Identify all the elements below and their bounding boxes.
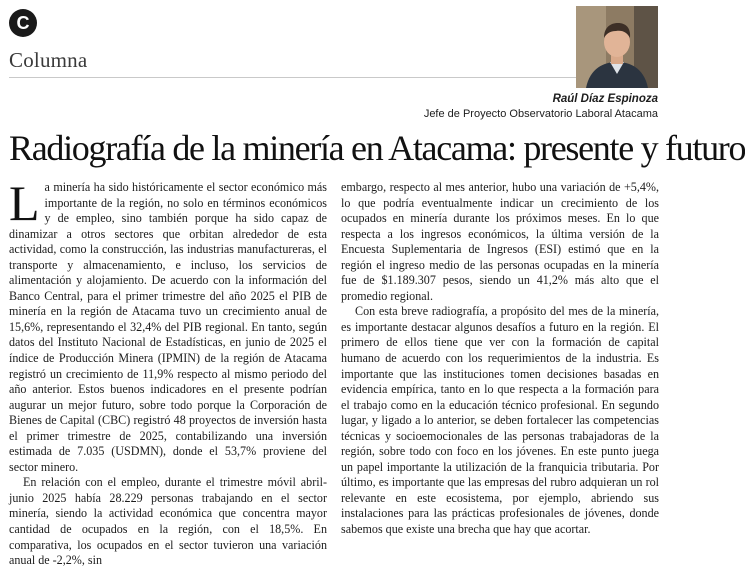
author-name: Raúl Díaz Espinoza (552, 93, 658, 105)
author-byline (424, 92, 658, 122)
author-role: Jefe de Proyecto Observatorio Laboral Atacama (423, 108, 658, 120)
article-paragraph (9, 175, 327, 475)
article-paragraph: embargo, respecto al mes anterior, hubo una variación de +5,4%, lo que podría eventualmente indicar un crecimiento de los ocupados en minería durante los próximos meses. En lo que respecta a los ingresos económicos, la última versión de la Encuesta Suplementaria de Ingresos (ESI) estimó que en la región el ingreso medio de las personas ocupadas en la minería fue de $1.189.307 pesos, siendo un 41,2% más alto que el promedio regional. (341, 180, 659, 303)
paragraph-text: a minería ha sido históricamente el sector económico más importante de la región, no solo en términos económicos y de empleo, sino también porque ha sido capaz de dinamizar a otros sectores que orbitan alrededor de esta actividad, como la construcción, las industrias manufactureras, el transporte y almacenamiento, e incluso, los servicios de alimentación y alojamiento. De acuerdo con la información del Banco Central, para el primer trimestre del año 2025 el PIB de minería en la región de Atacama tuvo un crecimiento anual de 15,6%, representando el 32,4% del PIB regional. En tanto, según datos del Instituto Nacional de Estadísticas, en junio de 2025 el índice de Producción Minera (IPMIN) de la región de Atacama registró un crecimiento de 11,9% respecto al mismo periodo del año anterior. Estos buenos indicadores en el presente podrían augurar un mejor futuro, sobre todo porque la Corporación de Bienes de Capital (CBC) registró 48 proyectos de inversión hasta el primer trimestre de 2025, contabilizando una inversión estimada de 7.035 (USDMN), donde el 53,7% proviene del sector minero. (9, 180, 327, 474)
article-headline: Radiografía de la minería en Atacama: presente y futuro (9, 128, 745, 168)
article-paragraph: Con esta breve radiografía, a propósito del mes de la minería, es importante destacar algunos desafíos a futuro en la región. El primero de ellos tiene que ver con la formación de capital humano de acuerdo con los requerimientos de la industria. Es importante que las instituciones tomen decisiones basadas en evidencia empírica, tanto en lo que respecta a la formación para el trabajo como en la educación técnico profesional. En segundo lugar, y ligado a lo anterior, se deben fortalecer las competencias técnicas y socioemocionales de las personas trabajadoras de la región, sobre todo con foco en los jóvenes. En este punto juega un papel importante la utilización de la franquicia tributaria. Por último, es importante que las empresas del rubro adquieran un rol relevante en este ecosistema, por ejemplo, abriendo sus instalaciones para las prácticas profesionales de jóvenes, donde sabemos que existe una brecha que hay que acortar. (341, 304, 659, 537)
author-photo-image (576, 6, 658, 88)
author-portrait (576, 6, 658, 88)
article-column-right (341, 180, 659, 538)
article-paragraph: En relación con el empleo, durante el trimestre móvil abril-junio 2025 había 28.229 personas trabajando en el sector minería, siendo la actividad económica que concentra mayor cantidad de ocupados en la región, con el 18,5%. En comparativa, los ocupados en el sector tuvieron una variación anual de -2,2%, sin (9, 475, 327, 568)
section-label: Columna (9, 48, 88, 72)
article-column-left (9, 175, 327, 569)
header-divider (9, 77, 599, 78)
drop-cap: L (9, 175, 40, 231)
column-badge: C (9, 9, 37, 37)
